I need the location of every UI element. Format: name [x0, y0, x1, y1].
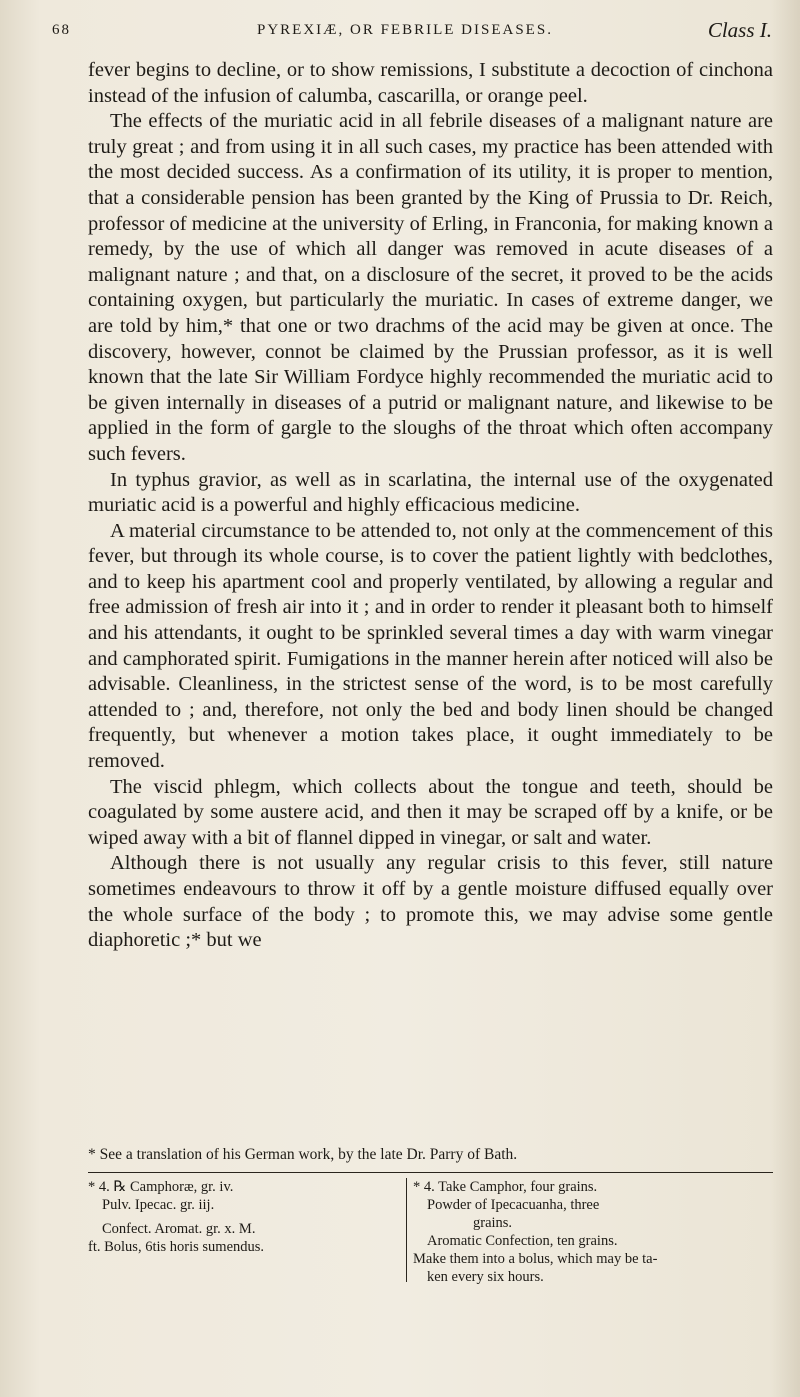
recipe-latin-line: Confect. Aromat. gr. x. M.	[102, 1221, 256, 1237]
footnote-main: * See a translation of his German work, by the late Dr. Parry of Bath.	[88, 1146, 518, 1163]
paragraph: A material circumstance to be attended to, not only at the commencement of this fever, but through its whole course, is to cover the patient lightly with bedclothes, and to keep his apartment cool and properly ventilated, by allowing a regular and free admission of fresh air into it ; and in order to render it pleasant both to himself and his attendants, it ought to be sprinkled several times a day with warm vinegar and camphorated spirit. Fumigations in the manner herein after noticed will also be advisable. Cleanliness, in the strictest sense of the word, is to be most carefully attended to ; and, therefore, not only the bed and body linen should be changed frequently, but whenever a motion takes place, it ought immediately to be removed.	[88, 519, 773, 773]
recipe-english-line: * 4. Take Camphor, four grains.	[413, 1179, 598, 1195]
recipe-english-line: ken every six hours.	[427, 1269, 544, 1285]
class-label: Class I.	[707, 18, 772, 42]
page-number: 68	[52, 22, 71, 38]
paragraph: The effects of the muriatic acid in all febrile diseases of a malignant nature are truly great ; and from using it in all such cases, my practice has been attended with the most decided success. As a confirmation of its utility, it is proper to mention, that a considerable pension has been granted by the King of Prussia to Dr. Reich, professor of medicine at the university of Erling, in Franconia, for making known a remedy, by the use of which all danger was removed in acute diseases of a malignant nature ; and that, on a disclosure of the secret, it proved to be the acids containing oxygen, but particularly the muriatic. In cases of extreme danger, we are told by him,* that one or two drachms of the acid may be given at once. The discovery, however, connot be claimed by the Prussian professor, as it is well known that the late Sir William Fordyce highly recommended the muriatic acid to be given internally in diseases of a putrid or malignant nature, and likewise to be applied in the form of gargle to the sloughs of the throat which often accompany such fevers.	[88, 110, 773, 465]
paragraph: The viscid phlegm, which collects about the tongue and teeth, should be coagulated by some austere acid, and then it may be scraped off by a knife, or be wiped away with a bit of flannel dipped in vinegar, or salt and water.	[88, 775, 773, 849]
footnote-rule	[88, 1172, 773, 1173]
recipe-english-line: Aromatic Confection, ten grains.	[427, 1233, 618, 1249]
recipe-english-line: Powder of Ipecacuanha, three	[427, 1197, 600, 1213]
paragraph: In typhus gravior, as well as in scarlatina, the internal use of the oxygenated muriatic acid is a powerful and highly efficacious medicine.	[88, 468, 773, 517]
recipe-latin-line: Pulv. Ipecac. gr. iij.	[102, 1197, 215, 1213]
running-header	[52, 18, 772, 46]
recipe-latin	[88, 1178, 388, 1256]
paragraph: fever begins to decline, or to show remissions, I substitute a decoction of cinchona instead of the infusion of calumba, cascarilla, or orange peel.	[88, 59, 773, 107]
recipe-english-line: Make them into a bolus, which may be ta-	[413, 1251, 658, 1267]
recipe-footnote	[88, 1178, 773, 1298]
recipe-english-line: grains.	[473, 1215, 513, 1231]
recipe-latin-line: ft. Bolus, 6tis horis sumendus.	[88, 1239, 265, 1255]
body-text	[88, 58, 773, 954]
running-title: PYREXIÆ, OR FEBRILE DISEASES.	[257, 22, 553, 38]
recipe-latin-line: * 4. ℞ Camphoræ, gr. iv.	[88, 1179, 234, 1195]
paragraph: Although there is not usually any regular crisis to this fever, still nature sometimes endeavours to throw it off by a gentle moisture diffused equally over the whole surface of the body ; to promote this, we may advise some gentle diaphoretic ;* but we	[88, 852, 773, 952]
recipe-english	[406, 1178, 780, 1285]
